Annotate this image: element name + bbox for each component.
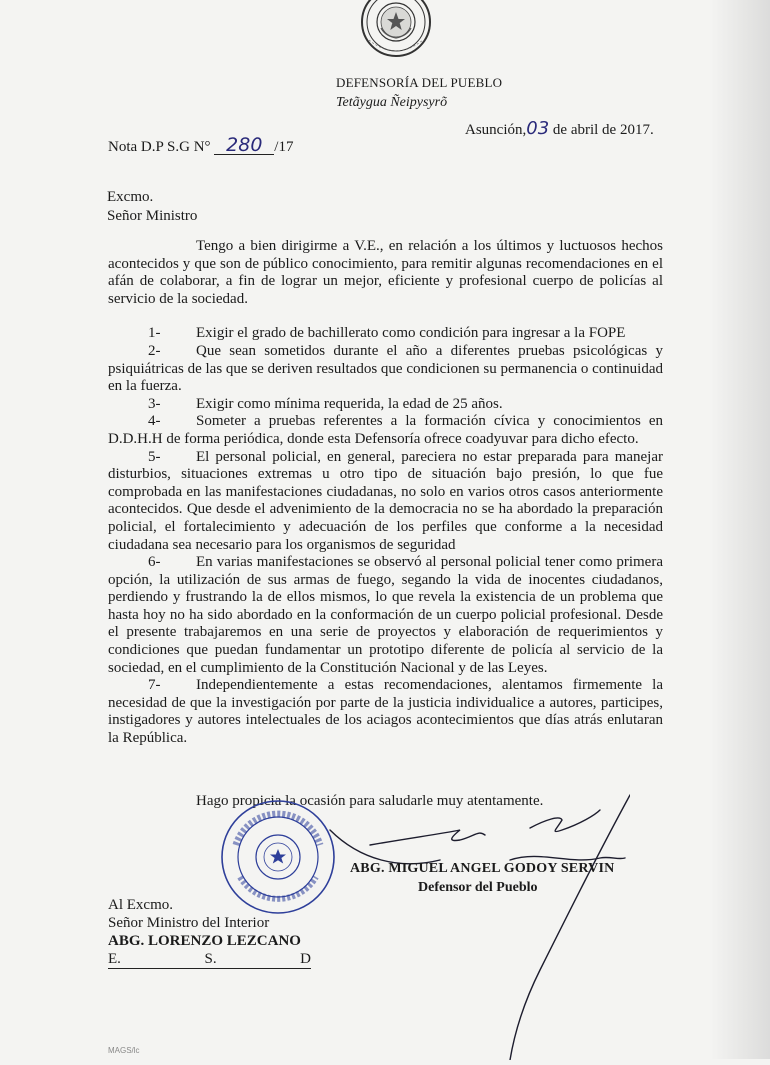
addressee-block [108,896,311,969]
item-text: Que sean sometidos durante el año a diferentes pruebas psicológicas y psiquiátricas de las que se deriven resultados que condicionen su permanencia o continuidad en la fuerza. [108,342,663,395]
item-text: Exigir como mínima requerida, la edad de 25 años. [196,395,503,412]
recommendation-item [108,343,663,396]
date-rest: de abril de 2017. [552,122,654,138]
signer-title: Defensor del Pueblo [418,880,538,895]
place: Asunción, [465,122,527,138]
recommendation-item [108,554,663,677]
item-text: Exigir el grado de bachillerato como condición para ingresar a la FOPE [196,325,626,342]
closing-line: Hago propicia la ocasión para saludarle muy atentamente. [196,793,544,809]
intro-paragraph: Tengo a bien dirigirme a V.E., en relación a los últimos y luctuosos hechos acontecidos y que son de público conocimiento, para remitir algunas recomendaciones en el afán de colaborar, a fin de lograr un mejor, eficiente y profesional cuerpo de policías al servicio de la sociedad. [108,238,663,307]
place-date [465,118,654,139]
esd-line [108,950,311,969]
item-number: 4- [148,413,161,430]
handwritten-note-number: 280 [214,136,274,155]
item-number: 2- [148,342,161,359]
salutation [107,188,197,226]
item-number: 1- [148,325,161,342]
national-seal-icon [355,0,437,60]
item-number: 3- [148,395,161,412]
addressee-line-1: Al Excmo. [108,897,173,913]
recommendation-item [108,413,663,448]
letter-body [108,238,663,748]
signature [300,790,630,1060]
note-suffix: /17 [274,139,294,155]
addressee-name: ABG. LORENZO LEZCANO [108,933,301,949]
handwritten-day: 03 [526,118,550,139]
item-text: En varias manifestaciones se observó al personal policial tener como primera opción, la utilización de sus armas de fuego, segando la vida de inocentes ciudadanos, perdiendo y frustrando la de ellos mismos, lo que revela la existencia de un problema que hasta hoy no ha sido abordado en la conformación de un cuerpo policial profesional. Desde el presente trabajaremos en una serie de proyectos y elaboración de requerimientos y condiciones que puedan fundamentar un prototipo diferente de policía al servicio de la sociedad, en el cumplimiento de la Constitución Nacional y de las Leyes. [108,554,663,676]
scan-shadow [710,0,770,1059]
recommendation-item [108,325,663,343]
addressee-line-2: Señor Ministro del Interior [108,915,270,931]
footer-initials: MAGS/lc [108,1046,140,1055]
recommendation-item [108,677,663,747]
signer-name: ABG. MIGUEL ANGEL GODOY SERVIN [350,861,615,876]
esd-d: D [300,951,311,967]
esd-s: S. [204,951,217,967]
salutation-line-2: Señor Ministro [107,208,198,224]
item-text: Someter a pruebas referentes a la formación cívica y conocimientos en D.D.H.H de forma periódica, donde esta Defensoría ofrece coadyuvar para dicho efecto. [108,413,663,447]
item-number: 7- [148,677,161,694]
esd-e: E. [108,951,121,967]
item-text: Independientemente a estas recomendaciones, alentamos firmemente la necesidad de que la investigación por parte de la justicia individualice a autores, participes, instigadores y autores intelectuales de los aciagos acontecimientos que días atrás enlutaran la República. [108,677,663,747]
salutation-line-1: Excmo. [107,189,154,205]
item-number: 6- [148,554,161,571]
note-reference [108,136,293,156]
institution-title: DEFENSORÍA DEL PUEBLO [336,75,503,90]
item-text: El personal policial, en general, pareciera no estar preparada para manejar disturbios, situaciones extremas u otro tipo de situación bajo presión, lo que fue comprobada en las manifestaciones ciudadanas, no solo en varios otros casos anteriormente acontecidos. Que desde el advenimiento de la democracia no se ha abordado la preparación policial, el fortalecimiento y adecuación de los perfiles que conforme a la necesidad ciudadana sea necesario para los organismos de seguridad [108,448,663,553]
institution-subtitle: Tetãygua Ñeipysyrõ [336,95,448,110]
note-prefix: Nota D.P S.G N° [108,139,211,155]
recommendation-item [108,449,663,555]
recommendation-item [108,396,663,414]
item-number: 5- [148,448,161,465]
